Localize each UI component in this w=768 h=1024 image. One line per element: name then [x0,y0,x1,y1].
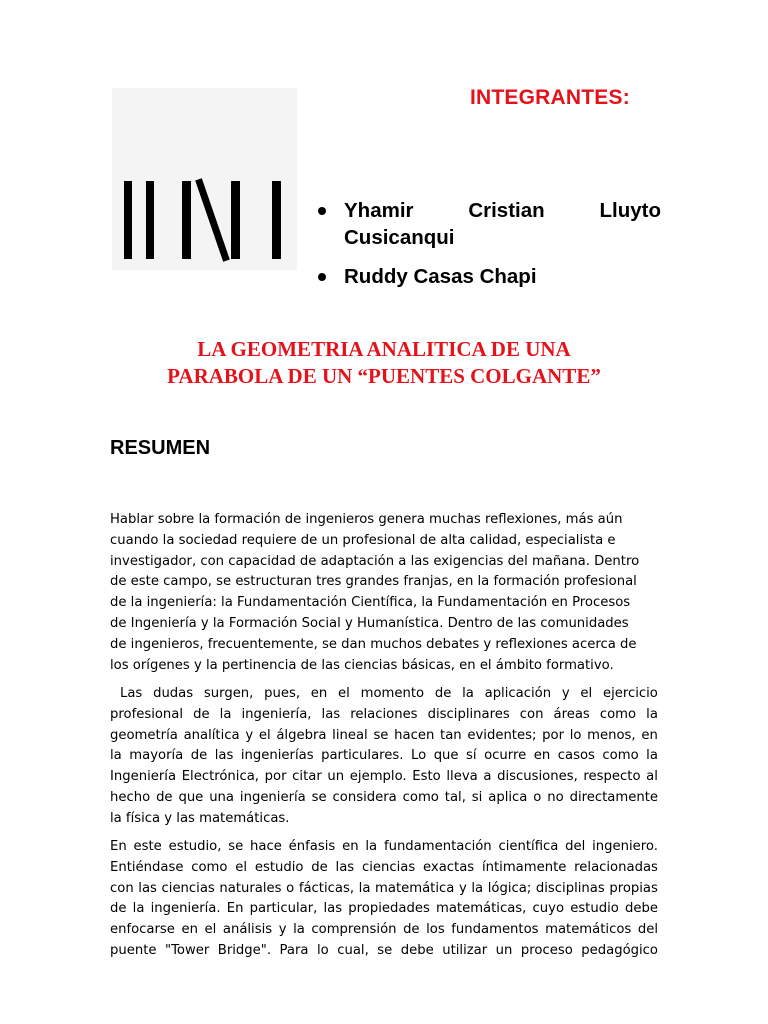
word: y [458,880,467,896]
word: considera [332,789,397,805]
word: hacen [394,727,435,743]
word: la [358,880,371,896]
word: estudio [254,859,304,875]
word: del [637,922,658,938]
logo-u-left-stroke [124,181,132,259]
word: se [377,942,393,958]
word: matemáticos [545,922,632,938]
word: la [646,706,658,722]
word: tan [440,727,462,743]
word: matemáticas, [436,901,527,917]
word: hace [250,839,282,854]
word: se [373,727,389,743]
word: cuyo [532,901,565,917]
word: de [193,706,210,722]
word: la [365,839,378,854]
word: Bridge". [217,942,272,958]
logo-u-right-stroke [146,181,154,259]
word: de [311,859,328,875]
word: estudio, [168,839,222,854]
word: las [323,901,343,917]
word: propias [609,880,658,896]
word: los [426,922,445,938]
word: con [519,706,544,722]
member-name: Ruddy Casas Chapi [344,265,537,288]
text-line [110,767,658,788]
word: en [533,748,551,764]
word: fundamentos [451,922,539,938]
word: surgen, [203,686,254,701]
word: Las [120,686,143,701]
word: naturales [219,880,282,896]
word: no [547,789,564,805]
word: de [403,922,420,938]
word: el [338,686,350,701]
logo-n-diagonal [195,178,230,262]
bullet-icon [318,207,326,215]
word: En [226,901,244,917]
word: la [471,880,484,896]
word: Ingeniería [110,769,177,785]
text-line [110,879,658,900]
word: pedagógico [581,942,658,958]
document-title [100,336,668,390]
word: ingeniero. [592,839,658,854]
word: proceso [520,942,573,958]
word: enfocarse [110,922,175,938]
word: se [311,789,327,805]
word: el [235,859,248,875]
word: del [565,839,586,854]
text-line: de la ingeniería: la Fundamentación Científica, la Fundamentación en Procesos [110,595,631,611]
member-first-name: Yhamir [344,199,414,222]
word: en [181,922,198,938]
word: las [138,880,157,896]
member-second-surname: Cusicanqui [344,226,455,249]
word: geometría [110,727,178,743]
word: pues, [264,686,301,701]
word: las [335,859,355,875]
text-line: la física y las matemáticas. [110,810,290,826]
word: discusiones, [497,769,578,785]
word: a [483,769,492,785]
word: lineal [332,727,368,743]
word: álgebra [276,727,327,743]
word: áreas [553,706,590,722]
word: las [321,706,341,722]
text-line: Hablar sobre la formación de ingenieros genera muchas reflexiones, más aún [110,512,623,527]
text-line [110,941,658,962]
word: la [110,748,122,764]
section-heading: RESUMEN [110,437,211,459]
word: exactas [423,859,475,875]
word: ejemplo. [349,769,407,785]
word: de [110,901,127,917]
text-line: los orígenes y la pertinencia de las ciencias básicas, en el ámbito formativo. [110,657,614,673]
word: lleva [446,769,478,785]
member-middle-name: Cristian [468,199,545,222]
word: evidentes; [467,727,537,743]
word: como [402,789,439,805]
text-line [110,858,658,879]
word: este [133,839,162,854]
word: ingeniería. [150,901,221,917]
word: Lo [410,748,427,764]
text-line [110,899,658,920]
word: estudio [570,901,619,917]
word: en [342,839,359,854]
title-line: LA GEOMETRIA ANALITICA DE UNA [197,337,571,361]
word: utilizar [442,942,488,958]
word: disciplinas [535,880,605,896]
text-line: de Ingeniería y la Formación Social y Humanística. Dentro de las comunidades [110,615,629,631]
word: casos [557,748,595,764]
word: al [646,769,658,785]
word: profesional [110,706,184,722]
word: ingeniería, [241,706,312,722]
word: énfasis [288,839,336,854]
text-line [110,788,658,809]
word: relaciones [350,706,418,722]
word: mayoría [129,748,184,764]
logo-n-right-stroke [231,181,240,259]
logo-n-left-stroke [182,181,191,259]
word: análisis [222,922,273,938]
word: aplicación [484,686,552,701]
word: menos, [587,727,636,743]
word: de [434,686,452,701]
word: sí [466,748,477,764]
word: un [495,942,513,958]
word: Electrónica, [181,769,259,785]
word: hecho [110,789,151,805]
text-line [110,705,658,726]
word: o [286,880,295,896]
word: Para [279,942,309,958]
word: cual, [337,942,369,958]
word: debe [400,942,434,958]
word: "Tower [165,942,210,958]
word: las [214,748,234,764]
word: Entiéndase [110,859,184,875]
word: lógica; [487,880,532,896]
word: Esto [412,769,441,785]
member-item [316,263,661,290]
word: fácticas, [298,880,355,896]
word: como [191,859,228,875]
word: debe [625,901,658,917]
logo-i-stroke [272,181,281,259]
word: íntimamente [481,859,567,875]
word: ciencias [361,859,416,875]
word: particular, [249,901,318,917]
word: científica [498,839,559,854]
word: y [561,686,570,701]
word: En [110,839,127,854]
paragraph [110,837,658,962]
word: disciplinares [427,706,510,722]
word: la [462,686,474,701]
word: momento [360,686,425,701]
word: ciencias [161,880,215,896]
word: de [190,748,208,764]
word: la [646,748,658,764]
paragraph [110,684,658,830]
word: con [110,880,134,896]
word: el [204,922,217,938]
word: o [533,789,542,805]
word: citar [292,769,322,785]
uni-logo [112,88,297,270]
word: tal, [444,789,466,805]
word: puente [110,942,157,958]
word: en [641,727,658,743]
text-line: de ingenieros, frecuentemente, se dan muchos debates y reflexiones acerca de [110,636,637,652]
word: la [132,901,145,917]
member-item [316,197,661,251]
word: en [310,686,328,701]
word: comprensión [311,922,397,938]
word: directamente [569,789,658,805]
word: respecto [583,769,641,785]
word: la [293,922,305,938]
bullet-icon [318,273,326,281]
title-line: PARABOLA DE UN “PUENTES COLGANTE” [167,364,601,388]
word: lo [569,727,582,743]
paragraph [110,510,658,676]
member-surname: Lluyto [599,199,661,222]
word: lo [316,942,329,958]
word: analítica [183,727,240,743]
word: matemática [375,880,455,896]
word: un [327,769,345,785]
text-line: cuando la sociedad requiere de un profesional de alta calidad, especialista e [110,532,616,548]
word: que [433,748,459,764]
word: la [219,706,232,722]
word: como [602,748,639,764]
word: particulares. [321,748,404,764]
word: ingeniería [239,789,306,805]
word: ejercicio [602,686,658,701]
word: como [599,706,637,722]
word: fundamentación [383,839,492,854]
text-line [110,684,658,705]
text-line [110,920,658,941]
members-list [316,197,661,290]
word: ocurre [484,748,527,764]
word: y [245,727,254,743]
word: y [278,922,287,938]
text-line: de este campo, se estructuran tres grandes franjas, en la formación profesional [110,574,637,590]
member-name-line [344,197,661,224]
word: ingenierías [240,748,314,764]
word: aplica [488,789,528,805]
text-line [110,746,658,767]
word: por [542,727,564,743]
text-line [110,726,658,747]
word: propiedades [348,901,430,917]
word: se [228,839,244,854]
text-line [110,837,658,858]
word: dudas [153,686,194,701]
word: de [156,789,173,805]
word: por [264,769,287,785]
word: el [258,727,271,743]
word: que [178,789,204,805]
word: el [580,686,593,701]
word: si [471,789,483,805]
word: relacionadas [574,859,658,875]
word: una [209,789,235,805]
integrantes-heading: INTEGRANTES: [470,86,630,109]
text-line: investigador, con capacidad de adaptación a las exigencias del mañana. Dentro [110,553,640,569]
